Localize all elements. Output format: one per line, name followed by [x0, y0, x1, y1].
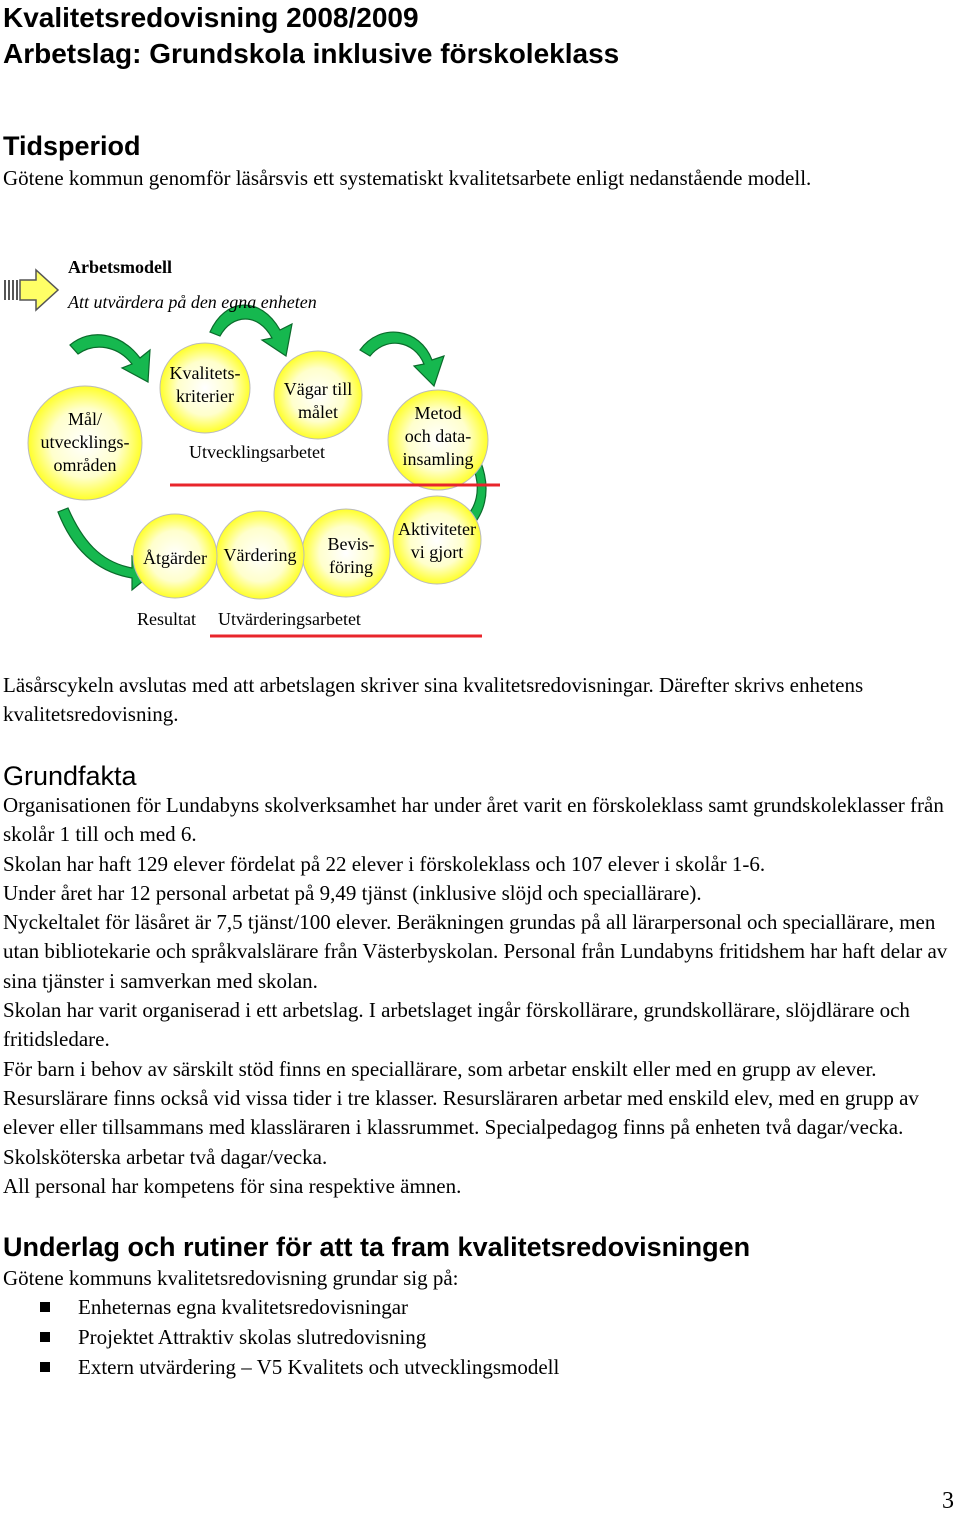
resultat-label: Resultat	[137, 609, 196, 629]
bullet-square-icon	[40, 1362, 50, 1372]
tidsperiod-text: Götene kommun genomför läsårsvis ett systematiskt kvalitetsarbete enligt nedanstående modell.	[3, 166, 812, 190]
grundfakta-paragraph: All personal har kompetens för sina respektive ämnen.	[3, 1173, 462, 1198]
underlag-heading: Underlag och rutiner för att ta fram kvalitetsredovisningen	[3, 1232, 751, 1262]
list-item: Projektet Attraktiv skolas slutredovisning	[3, 1322, 943, 1352]
underlag-intro: Götene kommuns kvalitetsredovisning grundar sig på:	[3, 1266, 459, 1290]
underlag-list	[3, 1292, 943, 1382]
grundfakta-paragraph: Skolan har haft 129 elever fördelat på 22 elever i förskoleklass och 107 elever i skolår 1-6.	[3, 851, 766, 876]
grundfakta-paragraph: För barn i behov av särskilt stöd finns en speciallärare, som arbetar enskilt eller med en grupp av elever. Resurslärare finns också vid vissa tider i tre klasser. Resursläraren arbetar med enskild elev, med en grupp av elever eller tillsammans med klassläraren i klassrummet. Specialpedagog finns på enheten två dagar/vecka. Skolsköterska arbetar två dagar/vecka.	[3, 1056, 919, 1169]
tidsperiod-heading: Tidsperiod	[3, 131, 141, 161]
lower-section-label: Utvärderingsarbetet	[218, 609, 361, 629]
grundfakta-paragraph: Organisationen för Lundabyns skolverksamhet har under året varit en förskoleklass samt grundskoleklasser från skolår 1 till och med 6.	[3, 793, 944, 847]
circle-vardering-label: Värdering	[223, 545, 297, 565]
diagram-subtitle: Att utvärdera på den egna enheten	[68, 292, 317, 312]
page-number: 3	[942, 1488, 954, 1514]
grundfakta-paragraph: Skolan har varit organiserad i ett arbetslag. I arbetslaget ingår förskollärare, grundskollärare, slöjdlärare och fritidsledare.	[3, 998, 910, 1052]
intro-arrow	[4, 270, 58, 310]
circle-aktiviteter-label: Aktiviteter vi gjort	[398, 519, 476, 562]
lasar-text: Läsårscykeln avslutas med att arbetslagen skriver sina kvalitetsredovisningar. Därefter skrivs enhetens kvalitetsredovisning.	[3, 673, 864, 727]
grundfakta-body	[3, 791, 953, 1201]
grundfakta-paragraph: Nyckeltalet för läsåret är 7,5 tjänst/100 elever. Beräkningen grundas på all lärarpersonal och speciallärare, men utan bibliotekarie och språkvalslärare från Västerbyskolan. Personal från Lundabyns fritidshem har haft delar av sina tjänster i samverkan med skolan.	[3, 910, 948, 993]
list-item: Enheternas egna kvalitetsredovisningar	[3, 1292, 943, 1322]
bullet-square-icon	[40, 1302, 50, 1312]
document-title: Kvalitetsredovisning 2008/2009	[3, 2, 419, 33]
circle-atgarder-label: Åtgärder	[143, 548, 207, 568]
list-item: Extern utvärdering – V5 Kvalitets och utvecklingsmodell	[3, 1352, 943, 1382]
diagram-title: Arbetsmodell	[68, 257, 172, 277]
circle-mal-label: Mål/ utvecklings- områden	[40, 409, 130, 475]
circle-vagar-label: Vägar till målet	[283, 379, 353, 422]
document-subtitle: Arbetslag: Grundskola inklusive förskoleklass	[3, 38, 620, 69]
circle-bevis-label: Bevis- föring	[327, 534, 375, 577]
upper-section-label: Utvecklingsarbetet	[189, 442, 325, 462]
bullet-square-icon	[40, 1332, 50, 1342]
circle-metod-label: Metod och data- insamling	[402, 403, 474, 469]
grundfakta-paragraph: Under året har 12 personal arbetat på 9,49 tjänst (inklusive slöjd och speciallärare).	[3, 880, 702, 905]
circle-kvalitet-label: Kvalitets- kriterier	[169, 363, 241, 406]
grundfakta-heading: Grundfakta	[3, 761, 137, 791]
